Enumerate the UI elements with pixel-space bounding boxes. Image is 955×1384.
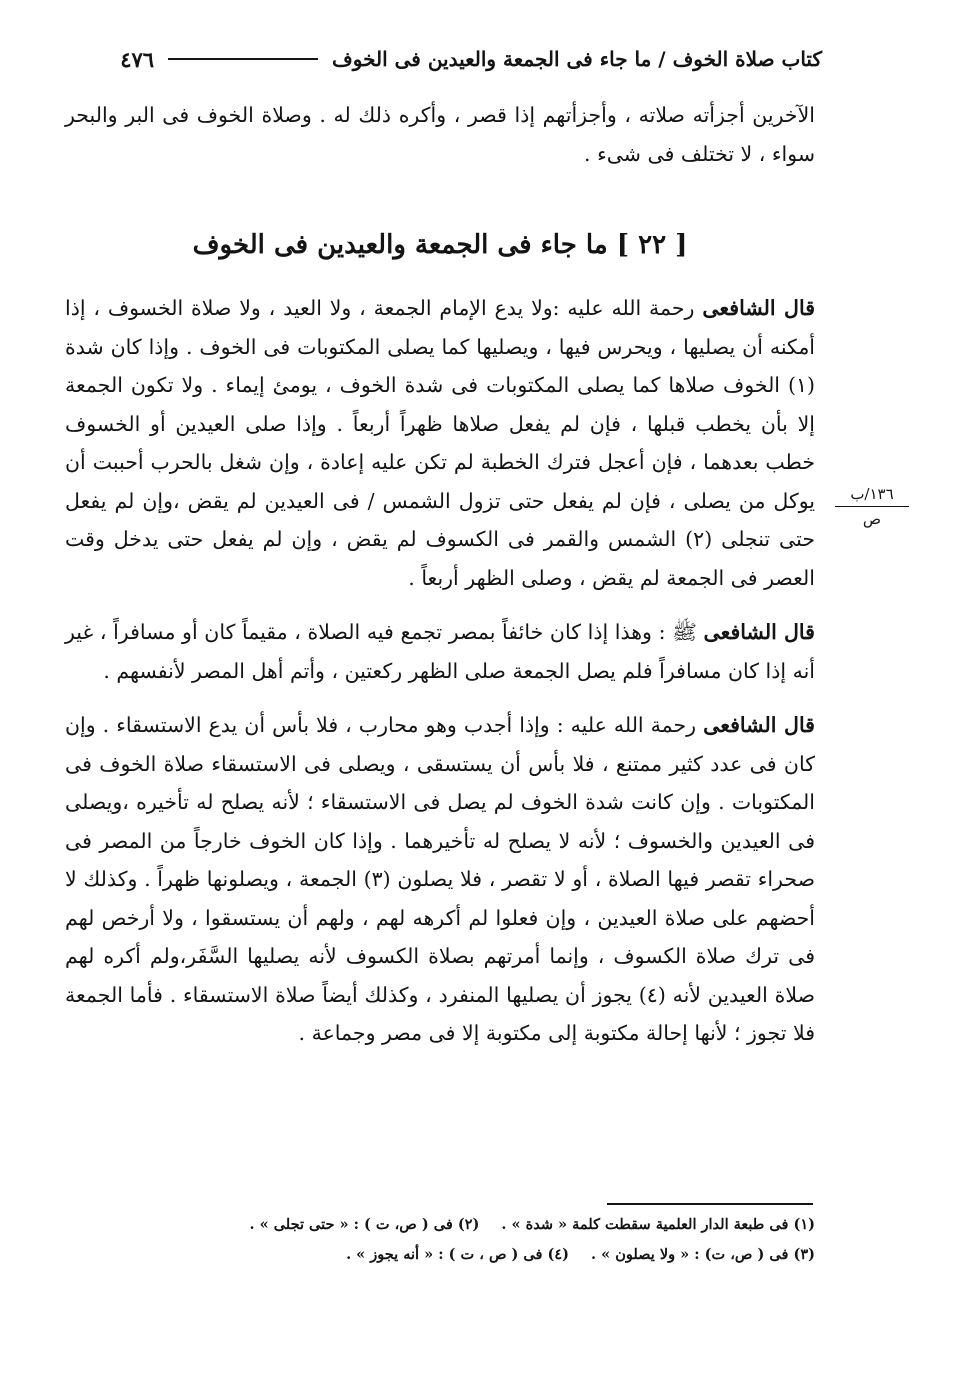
speaker-label: قال الشافعى [702, 296, 815, 320]
margin-note-bottom: ص [862, 510, 882, 528]
speaker-label: قال الشافعى [703, 713, 815, 737]
main-text [65, 289, 815, 1053]
page-number: ٤٧٦ [120, 46, 155, 72]
page-header [66, 40, 822, 78]
intro-paragraph: الآخرين أجزأته صلاته ، وأجزأتهم إذا قصر ، وأكره ذلك له . وصلاة الخوف فى البر والبحر سواء ، لا تختلف فى شىء . [65, 103, 815, 166]
footnote-3: (٣) فى ( ص، ت) : « ولا يصلون » . [591, 1246, 815, 1263]
margin-note-top: ١٣٦/ب [850, 485, 894, 503]
footnote-4: (٤) فى ( ص ، ت ) : « أنه يجوز » . [346, 1246, 570, 1263]
footnote-2: (٢) فى ( ص، ت ) : « حتى تجلى » . [249, 1216, 480, 1233]
paragraph-3 [65, 706, 815, 1053]
intro-text-block [65, 96, 815, 173]
paragraph-text: رحمة الله عليه : وإذا أجدب وهو محارب ، فلا بأس أن يدع الاستسقاء . وإن كان فى عدد كثير ممتنع ، فلا بأس أن يستسقى ، ويصلى فى الاستسقاء صلاة الخوف فى المكتوبات . وإن كانت شدة الخوف لم يصل فى الاستسقاء ؛ لأنه يصلح له تأخيره ،ويصلى فى العيدين والخسوف ؛ لأنه لا يصلح له تأخيرهما . وإذا كان الخوف خارجاً من المصر فى صحراء تقصر فيها الصلاة ، أو لا تقصر ، فلا يصلون (٣) الجمعة ، ويصلونها ظهراً . وكذلك لا أحضهم على صلاة العيدين ، وإن فعلوا لم أكرهه لهم ، ولهم أن يستسقوا ، ولا أرخص لهم فى ترك صلاة الكسوف ، وإنما أمرتهم بصلاة الكسوف لأنه يصليها السَّفَر،ولم أكره لهم صلاة العيدين لأنه (٤) يجوز أن يصليها المنفرد ، وكذلك أيضاً صلاة الاستسقاء . فأما الجمعة فلا تجوز ؛ لأنها إحالة مكتوبة إلى مكتوبة إلا فى مصر وجماعة . [65, 713, 816, 1045]
footnote-row [65, 1210, 815, 1240]
paragraph-2 [65, 613, 815, 690]
section-heading: [ ٢٢ ] ما جاء فى الجمعة والعيدين فى الخوف [192, 230, 688, 260]
paragraph-1 [65, 289, 815, 597]
running-title: كتاب صلاة الخوف / ما جاء فى الجمعة والعيدين فى الخوف [332, 47, 822, 71]
margin-manuscript-note [835, 484, 909, 529]
footnote-1: (١) فى طبعة الدار العلمية سقطت كلمة « شدة » . [501, 1216, 815, 1233]
footnote-row [65, 1240, 815, 1270]
footnote-rule [607, 1203, 813, 1205]
margin-note-rule [835, 506, 909, 507]
paragraph-text: رحمة الله عليه :ولا يدع الإمام الجمعة ، ولا العيد ، ولا صلاة الخسوف ، إذا أمكنه أن يصليها ، ويحرس فيها ، ويصليها كما يصلى المكتوبات فى الخوف . وإذا كان شدة (١) الخوف صلاها كما يصلى المكتوبات فى شدة الخوف ، يومئ إيماء . ولا تكون الجمعة إلا بأن يخطب قبلها ، فإن لم يفعل صلاها ظهراً أربعاً . وإذا صلى العيدين أو الخسوف خطب بعدهما ، فإن أعجل فترك الخطبة لم تكن عليه إعادة ، وإن شغل بالحرب أحببت أن يوكل من يصلى ، فإن لم يفعل حتى تزول الشمس / فى العيدين لم يقض ،وإن لم يفعل حتى تنجلى (٢) الشمس والقمر فى الكسوف لم يقض ، وإن لم يفعل حتى يدخل وقت العصر فى الجمعة لم يقض ، وصلى الظهر أربعاً . [65, 296, 815, 590]
footnotes [65, 1210, 815, 1270]
header-rule [168, 58, 318, 60]
speaker-label: قال الشافعى [703, 620, 815, 644]
paragraph-text: ﷺ : وهذا إذا كان خائفاً بمصر تجمع فيه الصلاة ، مقيماً كان أو مسافراً ، غير أنه إذا كان مسافراً فلم يصل الجمعة صلى الظهر ركعتين ، وأتم أهل المصر لأنفسهم . [65, 620, 815, 683]
